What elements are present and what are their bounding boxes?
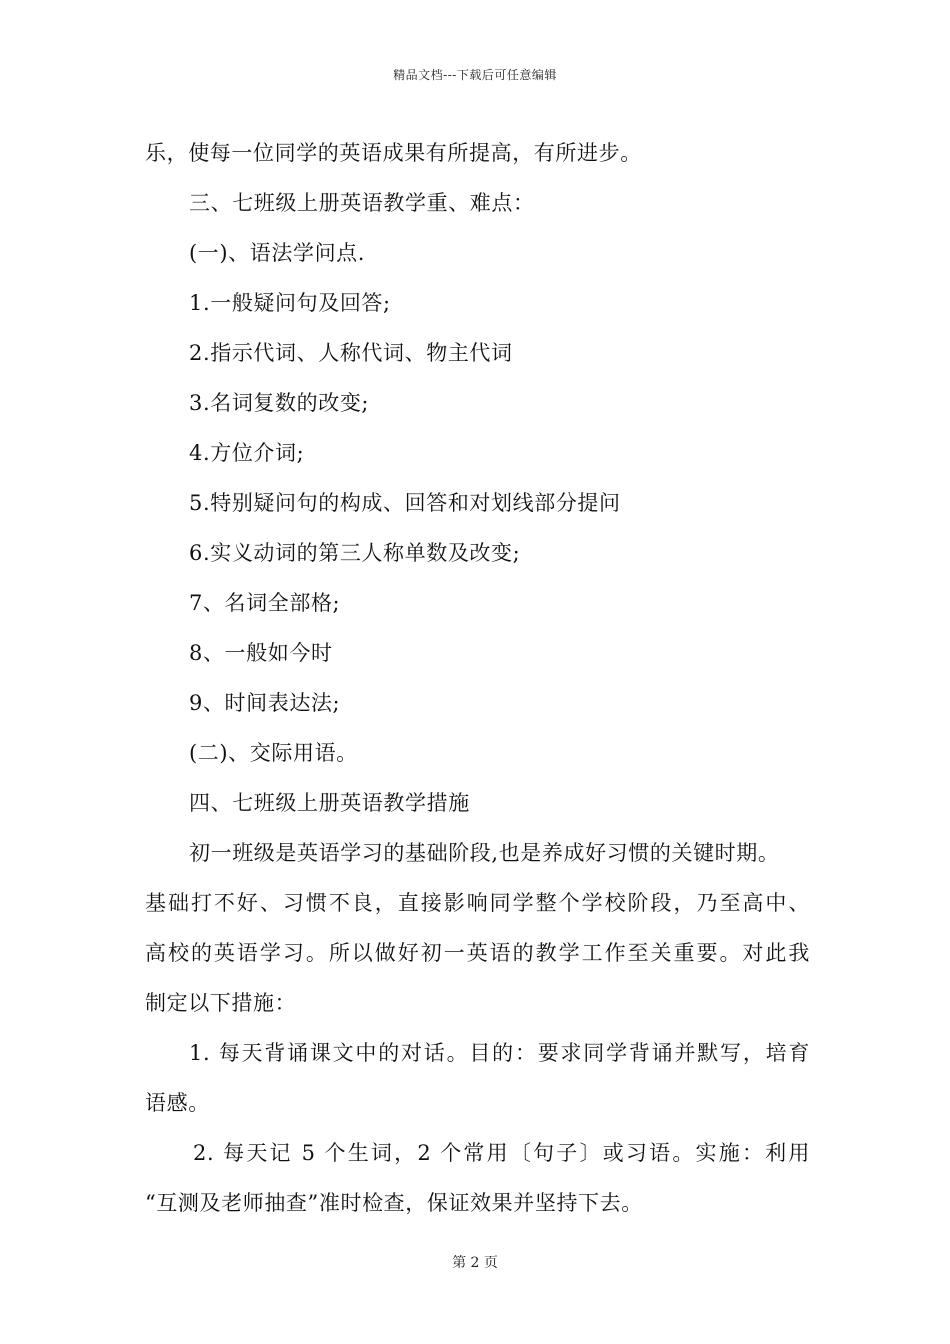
page-header: 精品文档---下载后可任意编辑 <box>393 68 557 82</box>
list-item: 9、时间表达法; <box>189 691 341 715</box>
list-item: 6.实义动词的第三人称单数及改变; <box>189 541 521 565</box>
section-heading: 四、七班级上册英语教学措施 <box>189 791 470 815</box>
document-body <box>145 128 810 1228</box>
paragraph-line: “互测及老师抽查”准时检查，保证效果并坚持下去。 <box>145 1191 643 1215</box>
subsection-heading: (二)、交际用语。 <box>189 741 358 765</box>
paragraph-line: 高校的英语学习。所以做好初一英语的教学工作至关重要。对此我 <box>145 941 810 965</box>
list-item: 5.特别疑问句的构成、回答和对划线部分提问 <box>189 491 621 515</box>
list-item: 2.指示代词、人称代词、物主代词 <box>189 341 513 365</box>
paragraph-line: 语感。 <box>145 1091 210 1115</box>
section-heading: 三、七班级上册英语教学重、难点： <box>189 191 535 215</box>
subsection-heading: (一)、语法学问点. <box>189 241 366 265</box>
page-number: 第 2 页 <box>452 1255 498 1271</box>
list-item: 3.名词复数的改变; <box>189 391 370 415</box>
list-item: 4.方位介词; <box>189 441 305 465</box>
list-item: 7、名词全部格; <box>189 591 341 615</box>
paragraph-line: 初一班级是英语学习的基础阶段,也是养成好习惯的关键时期。 <box>189 841 780 865</box>
measure-item: 1. 每天背诵课文中的对话。目的：要求同学背诵并默写，培育 <box>189 1041 810 1065</box>
paragraph-line: 基础打不好、习惯不良，直接影响同学整个学校阶段，乃至高中、 <box>145 891 810 915</box>
paragraph-line: 乐，使每一位同学的英语成果有所提高，有所进步。 <box>145 141 642 165</box>
paragraph-line: 制定以下措施： <box>145 991 297 1015</box>
measure-item: 2. 每天记 5 个生词，2 个常用〔句子〕或习语。实施：利用 <box>193 1141 810 1165</box>
list-item: 1.一般疑问句及回答; <box>189 291 391 315</box>
list-item: 8、一般如今时 <box>189 641 333 665</box>
